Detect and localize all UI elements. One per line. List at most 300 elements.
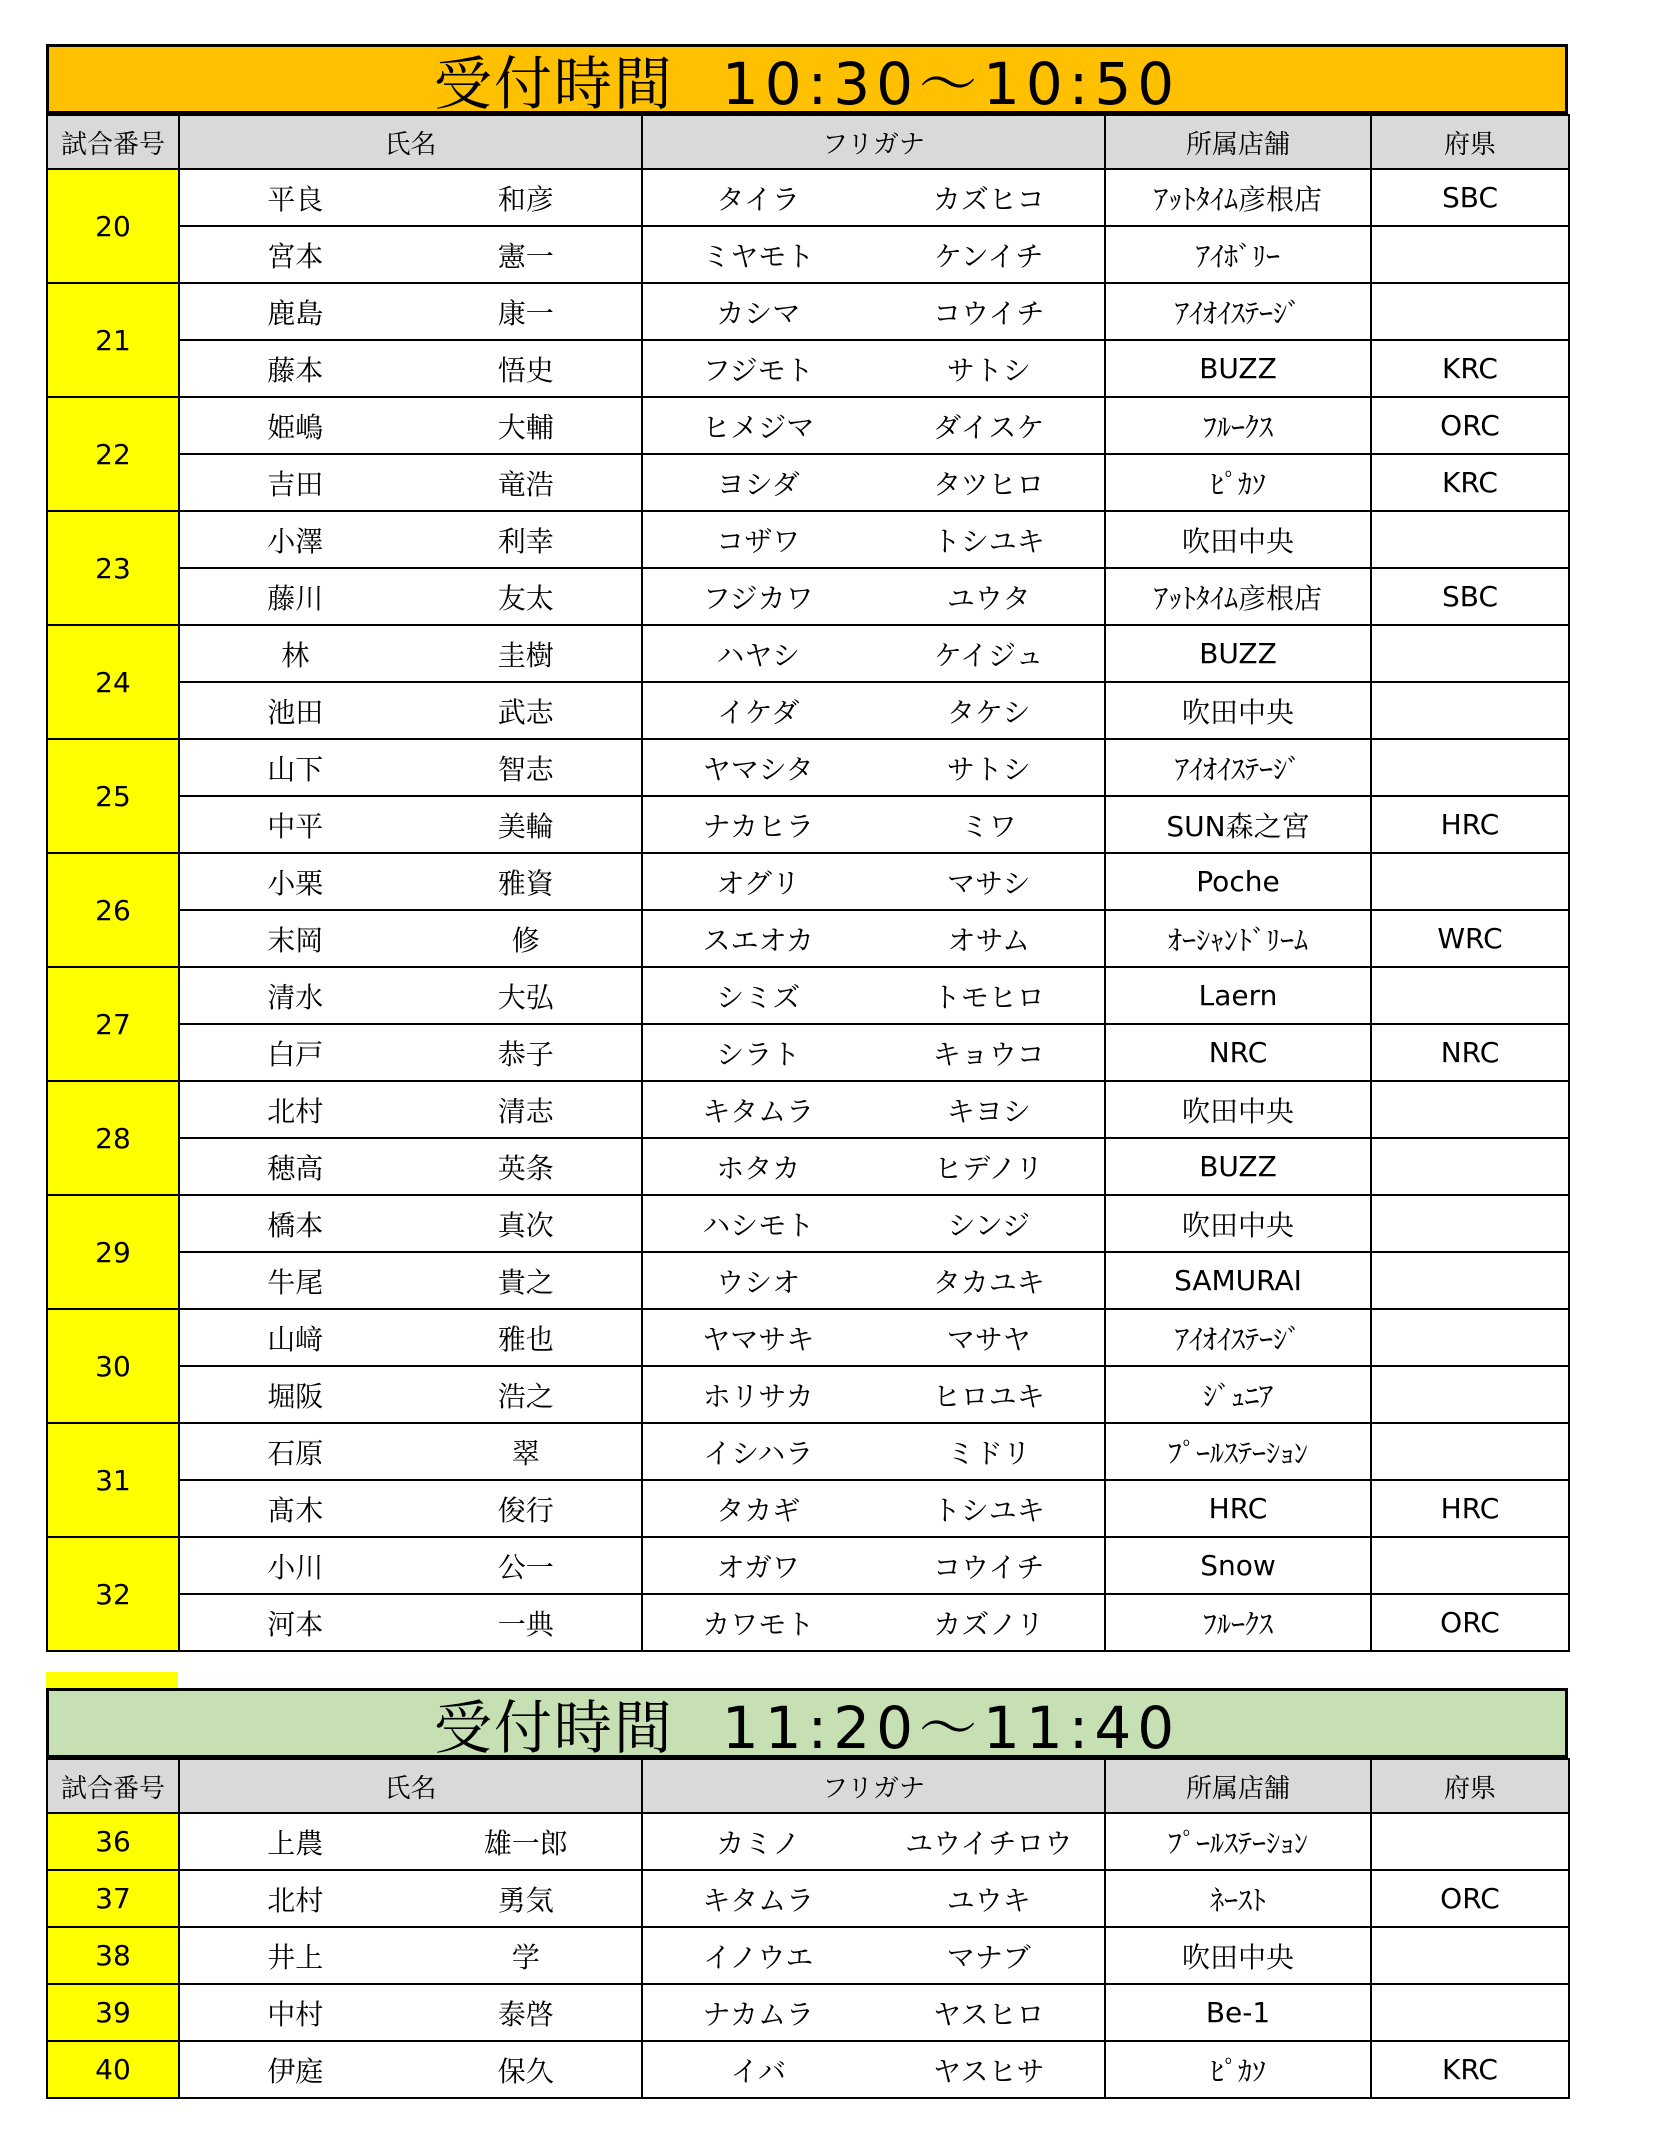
kana-last-name: ミヤモト [702, 239, 815, 273]
first-name: 雅也 [497, 1322, 554, 1356]
furigana-cell [642, 1984, 1105, 2041]
match-number: 24 [47, 625, 179, 739]
furigana-cell [642, 1024, 1105, 1081]
table-row [47, 796, 1569, 853]
last-name: 小栗 [267, 866, 324, 900]
match-number: 20 [47, 169, 179, 283]
first-name: 翠 [511, 1436, 540, 1470]
last-name: 鹿島 [267, 296, 324, 330]
match-number: 23 [47, 511, 179, 625]
table-row [47, 1870, 1569, 1927]
header-match-number: 試合番号 [47, 115, 179, 169]
last-name: 伊庭 [267, 2054, 324, 2088]
kana-last-name: キタムラ [702, 1094, 815, 1128]
last-name: 末岡 [267, 923, 324, 957]
banner-time: 10:30～10:50 [721, 50, 1181, 118]
header-name: 氏名 [179, 115, 642, 169]
table-row [47, 1366, 1569, 1423]
header-shop: 所属店舗 [1105, 1759, 1371, 1813]
furigana-cell [642, 226, 1105, 283]
last-name: 北村 [267, 1883, 324, 1917]
kana-last-name: イシハラ [703, 1436, 814, 1470]
last-name: 平良 [267, 182, 324, 216]
last-name: 山下 [267, 752, 324, 786]
prefecture-cell [1371, 625, 1569, 682]
furigana-cell [642, 340, 1105, 397]
kana-last-name: カシマ [716, 296, 801, 330]
last-name: 白戸 [267, 1037, 324, 1071]
table-row [47, 1927, 1569, 1984]
prefecture-cell: HRC [1371, 1480, 1569, 1537]
last-name: 清水 [267, 980, 324, 1014]
prefecture-cell: NRC [1371, 1024, 1569, 1081]
name-cell [179, 283, 642, 340]
kana-first-name: コウイチ [933, 1550, 1045, 1584]
banner-label: 受付時間 [433, 1694, 674, 1762]
shop-cell: 吹田中央 [1105, 682, 1371, 739]
kana-first-name: ヤスヒサ [933, 2054, 1045, 2088]
furigana-cell [642, 454, 1105, 511]
name-cell [179, 1252, 642, 1309]
kana-first-name: ヒデノリ [934, 1151, 1044, 1185]
prefecture-cell [1371, 226, 1569, 283]
shop-cell: ﾈｰｽﾄ [1105, 1870, 1371, 1927]
last-name: 山﨑 [267, 1322, 324, 1356]
kana-last-name: キタムラ [702, 1883, 815, 1917]
name-cell [179, 1423, 642, 1480]
kana-first-name: キョウコ [932, 1037, 1045, 1071]
name-cell [179, 1594, 642, 1651]
shop-cell: ｼﾞｭﾆｱ [1105, 1366, 1371, 1423]
first-name: 和彦 [497, 182, 554, 216]
prefecture-cell: SBC [1371, 169, 1569, 226]
prefecture-cell: KRC [1371, 2041, 1569, 2098]
shop-cell: ﾋﾟｶｿ [1105, 454, 1371, 511]
table-row [47, 1423, 1569, 1480]
name-cell [179, 1927, 642, 1984]
kana-first-name: タカユキ [932, 1265, 1045, 1299]
furigana-cell [642, 625, 1105, 682]
first-name: 貴之 [497, 1265, 554, 1299]
header-furigana: フリガナ [642, 1759, 1105, 1813]
table-header-row [47, 1759, 1569, 1813]
header-furigana: フリガナ [642, 115, 1105, 169]
table-row [47, 853, 1569, 910]
table-row [47, 226, 1569, 283]
name-cell [179, 1813, 642, 1870]
name-cell [179, 1537, 642, 1594]
furigana-cell [642, 739, 1105, 796]
name-cell [179, 568, 642, 625]
kana-first-name: オサム [947, 923, 1031, 957]
name-cell [179, 454, 642, 511]
header-prefecture: 府県 [1371, 115, 1569, 169]
banner-label: 受付時間 [433, 50, 674, 118]
prefecture-cell: WRC [1371, 910, 1569, 967]
kana-first-name: トモヒロ [932, 980, 1045, 1014]
shop-cell: BUZZ [1105, 625, 1371, 682]
match-table [46, 1758, 1570, 2099]
first-name: 竜浩 [497, 467, 554, 501]
prefecture-cell [1371, 1813, 1569, 1870]
furigana-cell [642, 568, 1105, 625]
kana-last-name: ホリサカ [702, 1379, 814, 1413]
first-name: 雅資 [497, 866, 554, 900]
kana-first-name: ヤスヒロ [933, 1997, 1045, 2031]
kana-first-name: ミドリ [946, 1436, 1031, 1470]
kana-last-name: ハシモト [702, 1208, 815, 1242]
first-name: 清志 [497, 1094, 554, 1128]
first-name: 智志 [497, 752, 554, 786]
first-name: 恭子 [497, 1037, 554, 1071]
name-cell [179, 1081, 642, 1138]
kana-last-name: オグリ [716, 866, 800, 900]
kana-last-name: ウシオ [716, 1265, 801, 1299]
shop-cell: Be-1 [1105, 1984, 1371, 2041]
kana-first-name: サトシ [946, 353, 1031, 387]
kana-last-name: ナカヒラ [702, 809, 814, 843]
kana-first-name: カズヒコ [932, 182, 1045, 216]
last-name: 牛尾 [267, 1265, 324, 1299]
kana-last-name: カワモト [702, 1607, 815, 1641]
furigana-cell [642, 967, 1105, 1024]
first-name: 大輔 [497, 410, 554, 444]
shop-cell: ｱｯﾄﾀｲﾑ彦根店 [1105, 568, 1371, 625]
table-row [47, 1480, 1569, 1537]
name-cell [179, 625, 642, 682]
kana-first-name: ユウキ [946, 1883, 1031, 1917]
name-cell [179, 967, 642, 1024]
furigana-cell [642, 1927, 1105, 1984]
kana-last-name: タイラ [716, 182, 800, 216]
furigana-cell [642, 1195, 1105, 1252]
match-number: 31 [47, 1423, 179, 1537]
kana-last-name: コザワ [716, 524, 801, 558]
first-name: 学 [511, 1940, 540, 1974]
kana-first-name: ケイジュ [934, 638, 1044, 672]
shop-cell: 吹田中央 [1105, 1927, 1371, 1984]
table-row [47, 568, 1569, 625]
kana-last-name: ヨシダ [716, 467, 800, 501]
name-cell [179, 1024, 642, 1081]
last-name: 河本 [267, 1607, 324, 1641]
kana-first-name: マサヤ [946, 1322, 1031, 1356]
header-name: 氏名 [179, 1759, 642, 1813]
furigana-cell [642, 2041, 1105, 2098]
header-prefecture: 府県 [1371, 1759, 1569, 1813]
last-name: 石原 [267, 1436, 324, 1470]
kana-first-name: ダイスケ [933, 410, 1045, 444]
last-name: 姫嶋 [267, 410, 324, 444]
first-name: 憲一 [497, 239, 554, 273]
first-name: 圭樹 [497, 638, 554, 672]
last-name: 藤川 [267, 581, 324, 615]
table-row [47, 625, 1569, 682]
first-name: 美輪 [497, 809, 554, 843]
last-name: 中村 [267, 1997, 324, 2031]
table-row [47, 283, 1569, 340]
shop-cell: ｱｲｵｲｽﾃｰｼﾞ [1105, 1309, 1371, 1366]
match-number: 22 [47, 397, 179, 511]
shop-cell: ﾋﾟｶｿ [1105, 2041, 1371, 2098]
kana-first-name: ケンイチ [934, 239, 1044, 273]
name-cell [179, 1480, 642, 1537]
first-name: 康一 [497, 296, 554, 330]
prefecture-cell [1371, 283, 1569, 340]
kana-first-name: ミワ [960, 809, 1017, 843]
name-cell [179, 682, 642, 739]
shop-cell: ｱｲｵｲｽﾃｰｼﾞ [1105, 283, 1371, 340]
table-row [47, 169, 1569, 226]
table-row [47, 739, 1569, 796]
shop-cell: NRC [1105, 1024, 1371, 1081]
match-number: 25 [47, 739, 179, 853]
prefecture-cell [1371, 1984, 1569, 2041]
name-cell [179, 511, 642, 568]
kana-last-name: ホタカ [716, 1151, 801, 1185]
kana-last-name: シミズ [716, 980, 801, 1014]
first-name: 公一 [497, 1550, 554, 1584]
last-name: 髙木 [267, 1493, 324, 1527]
last-name: 池田 [267, 695, 324, 729]
kana-first-name: シンジ [947, 1208, 1031, 1242]
prefecture-cell [1371, 1138, 1569, 1195]
kana-first-name: ユウイチロウ [905, 1826, 1073, 1860]
furigana-cell [642, 1309, 1105, 1366]
kana-first-name: キヨシ [946, 1094, 1031, 1128]
last-name: 林 [281, 638, 310, 672]
name-cell [179, 910, 642, 967]
prefecture-cell [1371, 967, 1569, 1024]
table-row [47, 511, 1569, 568]
match-number: 30 [47, 1309, 179, 1423]
prefecture-cell [1371, 1081, 1569, 1138]
shop-cell: Poche [1105, 853, 1371, 910]
shop-cell: Laern [1105, 967, 1371, 1024]
prefecture-cell: KRC [1371, 454, 1569, 511]
header-match-number: 試合番号 [47, 1759, 179, 1813]
kana-last-name: スエオカ [702, 923, 814, 957]
shop-cell: ﾌﾙｰｸｽ [1105, 397, 1371, 454]
furigana-cell [642, 1252, 1105, 1309]
table-row [47, 454, 1569, 511]
table-row [47, 1537, 1569, 1594]
prefecture-cell: ORC [1371, 1594, 1569, 1651]
table-row [47, 340, 1569, 397]
first-name: 悟史 [497, 353, 554, 387]
name-cell [179, 853, 642, 910]
first-name: 修 [511, 923, 540, 957]
schedule-section-2 [46, 1688, 1568, 2099]
last-name: 北村 [267, 1094, 324, 1128]
furigana-cell [642, 910, 1105, 967]
table-header-row [47, 115, 1569, 169]
name-cell [179, 340, 642, 397]
name-cell [179, 796, 642, 853]
furigana-cell [642, 1870, 1105, 1927]
shop-cell: ｱｲﾎﾞﾘｰ [1105, 226, 1371, 283]
name-cell [179, 226, 642, 283]
last-name: 上農 [267, 1826, 324, 1860]
table-row [47, 1195, 1569, 1252]
kana-first-name: カズノリ [933, 1607, 1045, 1641]
furigana-cell [642, 682, 1105, 739]
match-number: 28 [47, 1081, 179, 1195]
prefecture-cell [1371, 1309, 1569, 1366]
furigana-cell [642, 1138, 1105, 1195]
last-name: 橋本 [267, 1208, 324, 1242]
kana-last-name: フジカワ [702, 581, 814, 615]
prefecture-cell [1371, 853, 1569, 910]
shop-cell: 吹田中央 [1105, 511, 1371, 568]
kana-last-name: ヤマサキ [702, 1322, 815, 1356]
furigana-cell [642, 1366, 1105, 1423]
table-row [47, 910, 1569, 967]
kana-last-name: ヤマシタ [702, 752, 814, 786]
first-name: 浩之 [497, 1379, 554, 1413]
match-number: 29 [47, 1195, 179, 1309]
first-name: 武志 [497, 695, 554, 729]
kana-first-name: タケシ [947, 695, 1031, 729]
name-cell [179, 397, 642, 454]
prefecture-cell [1371, 1423, 1569, 1480]
table-row [47, 1081, 1569, 1138]
shop-cell: SAMURAI [1105, 1252, 1371, 1309]
prefecture-cell: SBC [1371, 568, 1569, 625]
shop-cell: Snow [1105, 1537, 1371, 1594]
kana-first-name: サトシ [946, 752, 1031, 786]
last-name: 井上 [267, 1940, 324, 1974]
table-row [47, 1594, 1569, 1651]
table-row [47, 1252, 1569, 1309]
last-name: 藤本 [267, 353, 324, 387]
first-name: 俊行 [497, 1493, 554, 1527]
prefecture-cell [1371, 1195, 1569, 1252]
prefecture-cell [1371, 511, 1569, 568]
kana-first-name: マナブ [946, 1940, 1031, 1974]
kana-last-name: シラト [716, 1037, 801, 1071]
furigana-cell [642, 1480, 1105, 1537]
match-number: 37 [47, 1870, 179, 1927]
kana-first-name: ヒロユキ [932, 1379, 1045, 1413]
prefecture-cell: KRC [1371, 340, 1569, 397]
first-name: 一典 [497, 1607, 554, 1641]
kana-last-name: イノウエ [703, 1940, 814, 1974]
table-row [47, 1984, 1569, 2041]
last-name: 堀阪 [267, 1379, 324, 1413]
match-number: 32 [47, 1537, 179, 1651]
kana-last-name: フジモト [702, 353, 814, 387]
furigana-cell [642, 1423, 1105, 1480]
kana-first-name: トシユキ [932, 524, 1045, 558]
name-cell [179, 1195, 642, 1252]
shop-cell: 吹田中央 [1105, 1081, 1371, 1138]
kana-last-name: カミノ [716, 1826, 801, 1860]
table-row [47, 1024, 1569, 1081]
shop-cell: HRC [1105, 1480, 1371, 1537]
furigana-cell [642, 169, 1105, 226]
first-name: 泰啓 [497, 1997, 554, 2031]
shop-cell: 吹田中央 [1105, 1195, 1371, 1252]
kana-last-name: ヒメジマ [702, 410, 815, 444]
first-name: 大弘 [497, 980, 554, 1014]
first-name: 保久 [497, 2054, 554, 2088]
match-number: 27 [47, 967, 179, 1081]
shop-cell: BUZZ [1105, 1138, 1371, 1195]
shop-cell: ｵｰｼｬﾝﾄﾞﾘｰﾑ [1105, 910, 1371, 967]
reception-time-banner [46, 44, 1568, 118]
table-row [47, 1813, 1569, 1870]
match-table [46, 114, 1570, 1652]
last-name: 吉田 [267, 467, 324, 501]
furigana-cell [642, 1081, 1105, 1138]
furigana-cell [642, 796, 1105, 853]
kana-first-name: ユウタ [946, 581, 1031, 615]
match-number: 21 [47, 283, 179, 397]
kana-last-name: イバ [730, 2054, 786, 2088]
match-number: 40 [47, 2041, 179, 2098]
prefecture-cell [1371, 739, 1569, 796]
reception-time-banner [46, 1688, 1568, 1762]
table-row [47, 682, 1569, 739]
prefecture-cell [1371, 1252, 1569, 1309]
kana-last-name: イケダ [717, 695, 800, 729]
prefecture-cell [1371, 682, 1569, 739]
prefecture-cell [1371, 1927, 1569, 1984]
table-row [47, 397, 1569, 454]
shop-cell: ﾌﾟｰﾙｽﾃｰｼｮﾝ [1105, 1813, 1371, 1870]
table-row [47, 967, 1569, 1024]
match-number: 26 [47, 853, 179, 967]
kana-first-name: タツヒロ [933, 467, 1045, 501]
last-name: 小川 [267, 1550, 324, 1584]
match-number: 38 [47, 1927, 179, 1984]
table-row [47, 1309, 1569, 1366]
shop-cell: ﾌﾟｰﾙｽﾃｰｼｮﾝ [1105, 1423, 1371, 1480]
furigana-cell [642, 1594, 1105, 1651]
number-column-strip [46, 1672, 178, 1688]
first-name: 英条 [497, 1151, 554, 1185]
kana-last-name: オガワ [716, 1550, 800, 1584]
kana-first-name: コウイチ [933, 296, 1045, 330]
name-cell [179, 739, 642, 796]
name-cell [179, 1366, 642, 1423]
kana-last-name: タカギ [716, 1493, 801, 1527]
shop-cell: ﾌﾙｰｸｽ [1105, 1594, 1371, 1651]
kana-last-name: ナカムラ [702, 1997, 814, 2031]
kana-first-name: トシユキ [932, 1493, 1045, 1527]
match-number: 36 [47, 1813, 179, 1870]
name-cell [179, 1984, 642, 2041]
first-name: 勇気 [497, 1883, 554, 1917]
shop-cell: SUN森之宮 [1105, 796, 1371, 853]
header-shop: 所属店舗 [1105, 115, 1371, 169]
last-name: 中平 [267, 809, 324, 843]
kana-last-name: ハヤシ [716, 638, 801, 672]
name-cell [179, 169, 642, 226]
furigana-cell [642, 853, 1105, 910]
furigana-cell [642, 511, 1105, 568]
kana-first-name: マサシ [947, 866, 1031, 900]
last-name: 宮本 [267, 239, 324, 273]
first-name: 真次 [497, 1208, 554, 1242]
match-number: 39 [47, 1984, 179, 2041]
table-row [47, 1138, 1569, 1195]
furigana-cell [642, 1813, 1105, 1870]
prefecture-cell: ORC [1371, 397, 1569, 454]
prefecture-cell [1371, 1537, 1569, 1594]
prefecture-cell [1371, 1366, 1569, 1423]
